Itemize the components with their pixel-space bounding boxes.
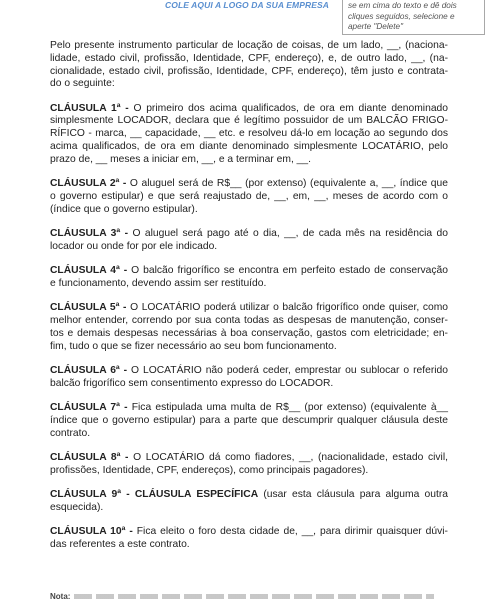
clause-paragraph	[50, 489, 448, 515]
clause-line: o governo estipular) e que será reajustado de, __, em, __, meses de acordo com o	[50, 190, 448, 202]
intro-line: Pelo presente instrumento particular de locação de coisas, de um lado, __, (naciona-	[50, 40, 448, 51]
clause-line: locador ou onde for por ele indicado.	[50, 240, 218, 252]
hint-line: cliques seguidos, selecione e	[348, 11, 455, 21]
contract-body	[50, 40, 448, 563]
clause-line: e funcionamento, devendo assim ser restituído.	[50, 277, 267, 289]
clause-paragraph	[50, 103, 448, 167]
footer-note-label: Nota:	[50, 592, 71, 601]
clause-line: (índice que o governo estipular).	[50, 203, 198, 215]
clause-paragraph	[50, 365, 448, 391]
clause-paragraph	[50, 228, 448, 254]
clause-line: contrato.	[50, 427, 91, 439]
clause-line	[50, 365, 448, 378]
clause-line	[50, 178, 448, 191]
clause-line: RÍFICO - marca, __ capacidade, __ etc. e resolveu dá-lo em locação ao segundo dos	[50, 128, 448, 140]
clause-title: CLÁUSULA 3ª -	[50, 228, 129, 240]
clause-title: CLÁUSULA 5ª -	[50, 302, 127, 314]
footer-note-blurred-text	[74, 594, 434, 599]
hint-line: aperte "Delete"	[348, 22, 403, 31]
clause-text: O aluguel será de R$__ (por extenso) (equivalente a, __, índice que	[126, 178, 448, 190]
clause-title: CLÁUSULA 1ª -	[50, 102, 129, 114]
clauses-list	[50, 103, 448, 552]
clause-title: CLÁUSULA 2ª -	[50, 178, 127, 190]
clause-line	[50, 526, 448, 539]
clause-line: melhor entender, correndo por sua conta todas as despesas de manutenção, conser-	[50, 315, 448, 327]
clause-line	[50, 265, 448, 278]
intro-paragraph	[50, 40, 448, 91]
clause-paragraph	[50, 178, 448, 216]
clause-title: CLÁUSULA 8ª -	[50, 451, 129, 463]
clause-paragraph	[50, 402, 448, 440]
clause-text: O LOCATÁRIO não poderá ceder, emprestar ou sublocar o referido	[127, 364, 448, 376]
clause-text: (usar esta cláusula para alguma outra	[258, 489, 448, 501]
clause-title: CLÁUSULA 6ª -	[50, 364, 128, 376]
clause-text: O balcão frigorífico se encontra em perfeito estado de conservação	[127, 265, 448, 277]
clause-line	[50, 402, 448, 415]
clause-title: CLÁUSULA 4ª -	[50, 265, 128, 277]
clause-line	[50, 103, 448, 116]
clause-line: tos e demais despesas necessárias à boa conservação, gastos com eletricidade; en-	[50, 327, 448, 339]
clause-line: profissões, Identidade, CPF, endereços), como principais pagadores).	[50, 464, 369, 476]
clause-line	[50, 452, 448, 465]
clause-text: Fica estipulada uma multa de R$__ (por extenso) (equivalente à__	[127, 402, 449, 414]
clause-text: O primeiro dos acima qualificados, de ora em diante denominado	[128, 102, 448, 114]
clause-paragraph	[50, 302, 448, 353]
clause-line: esquecida).	[50, 501, 104, 513]
clause-text: O LOCATÁRIO poderá utilizar o balcão frigorífico onde quiser, como	[126, 302, 449, 314]
hint-line: se em cima do texto e dê dois	[348, 1, 457, 10]
clause-text: O LOCATÁRIO dá como fiadores, __, (nacionalidade, estado civil,	[128, 451, 448, 463]
intro-line: do o seguinte:	[50, 78, 115, 90]
clause-paragraph	[50, 265, 448, 291]
clause-title: CLÁUSULA 7ª -	[50, 402, 128, 414]
clause-text: Fica eleito o foro desta cidade de, __, para dirimir quaisquer dúvi-	[132, 526, 448, 538]
clause-line	[50, 302, 448, 315]
clause-paragraph	[50, 526, 448, 552]
clause-line	[50, 489, 448, 502]
instruction-hint-box	[342, 0, 485, 35]
clause-paragraph	[50, 452, 448, 478]
intro-line: lidade, estado civil, profissão, Identidade, CPF, endereço), e, de outro lado, __, (na-	[50, 52, 448, 64]
clause-line	[50, 228, 448, 241]
logo-placeholder: COLE AQUI A LOGO DA SUA EMPRESA	[165, 0, 329, 10]
intro-line: cionalidade, estado civil, profissão, Identidade, CPF, endereço), têm justo e contrata-	[50, 65, 448, 77]
clause-line: simplesmente LOCADOR, declara que é legítimo possuidor de um BALCÃO FRIGO-	[50, 115, 448, 127]
footer-note	[50, 592, 470, 604]
clause-text: O aluguel será pago até o dia, __, de cada mês na residência do	[128, 228, 448, 240]
clause-line: fim, tudo o que se fizer necessário ao seu bom funcionamento.	[50, 340, 337, 352]
clause-line: prazo de, __ meses a iniciar em, __, e a terminar em, __.	[50, 153, 311, 165]
clause-line: índice que o governo estipular) para a parte que descumprir qualquer cláusula deste	[50, 414, 448, 426]
clause-line: acima qualificados, de ora em diante denominado simplesmente LOCATÁRIO, pelo	[50, 141, 448, 153]
clause-line: das referentes a este contrato.	[50, 538, 190, 550]
clause-title: CLÁUSULA 9ª - CLÁUSULA ESPECÍFICA	[50, 489, 259, 501]
clause-title: CLÁUSULA 10ª -	[50, 526, 133, 538]
clause-line: balcão frigorífico sem consentimento expresso do LOCADOR.	[50, 377, 334, 389]
